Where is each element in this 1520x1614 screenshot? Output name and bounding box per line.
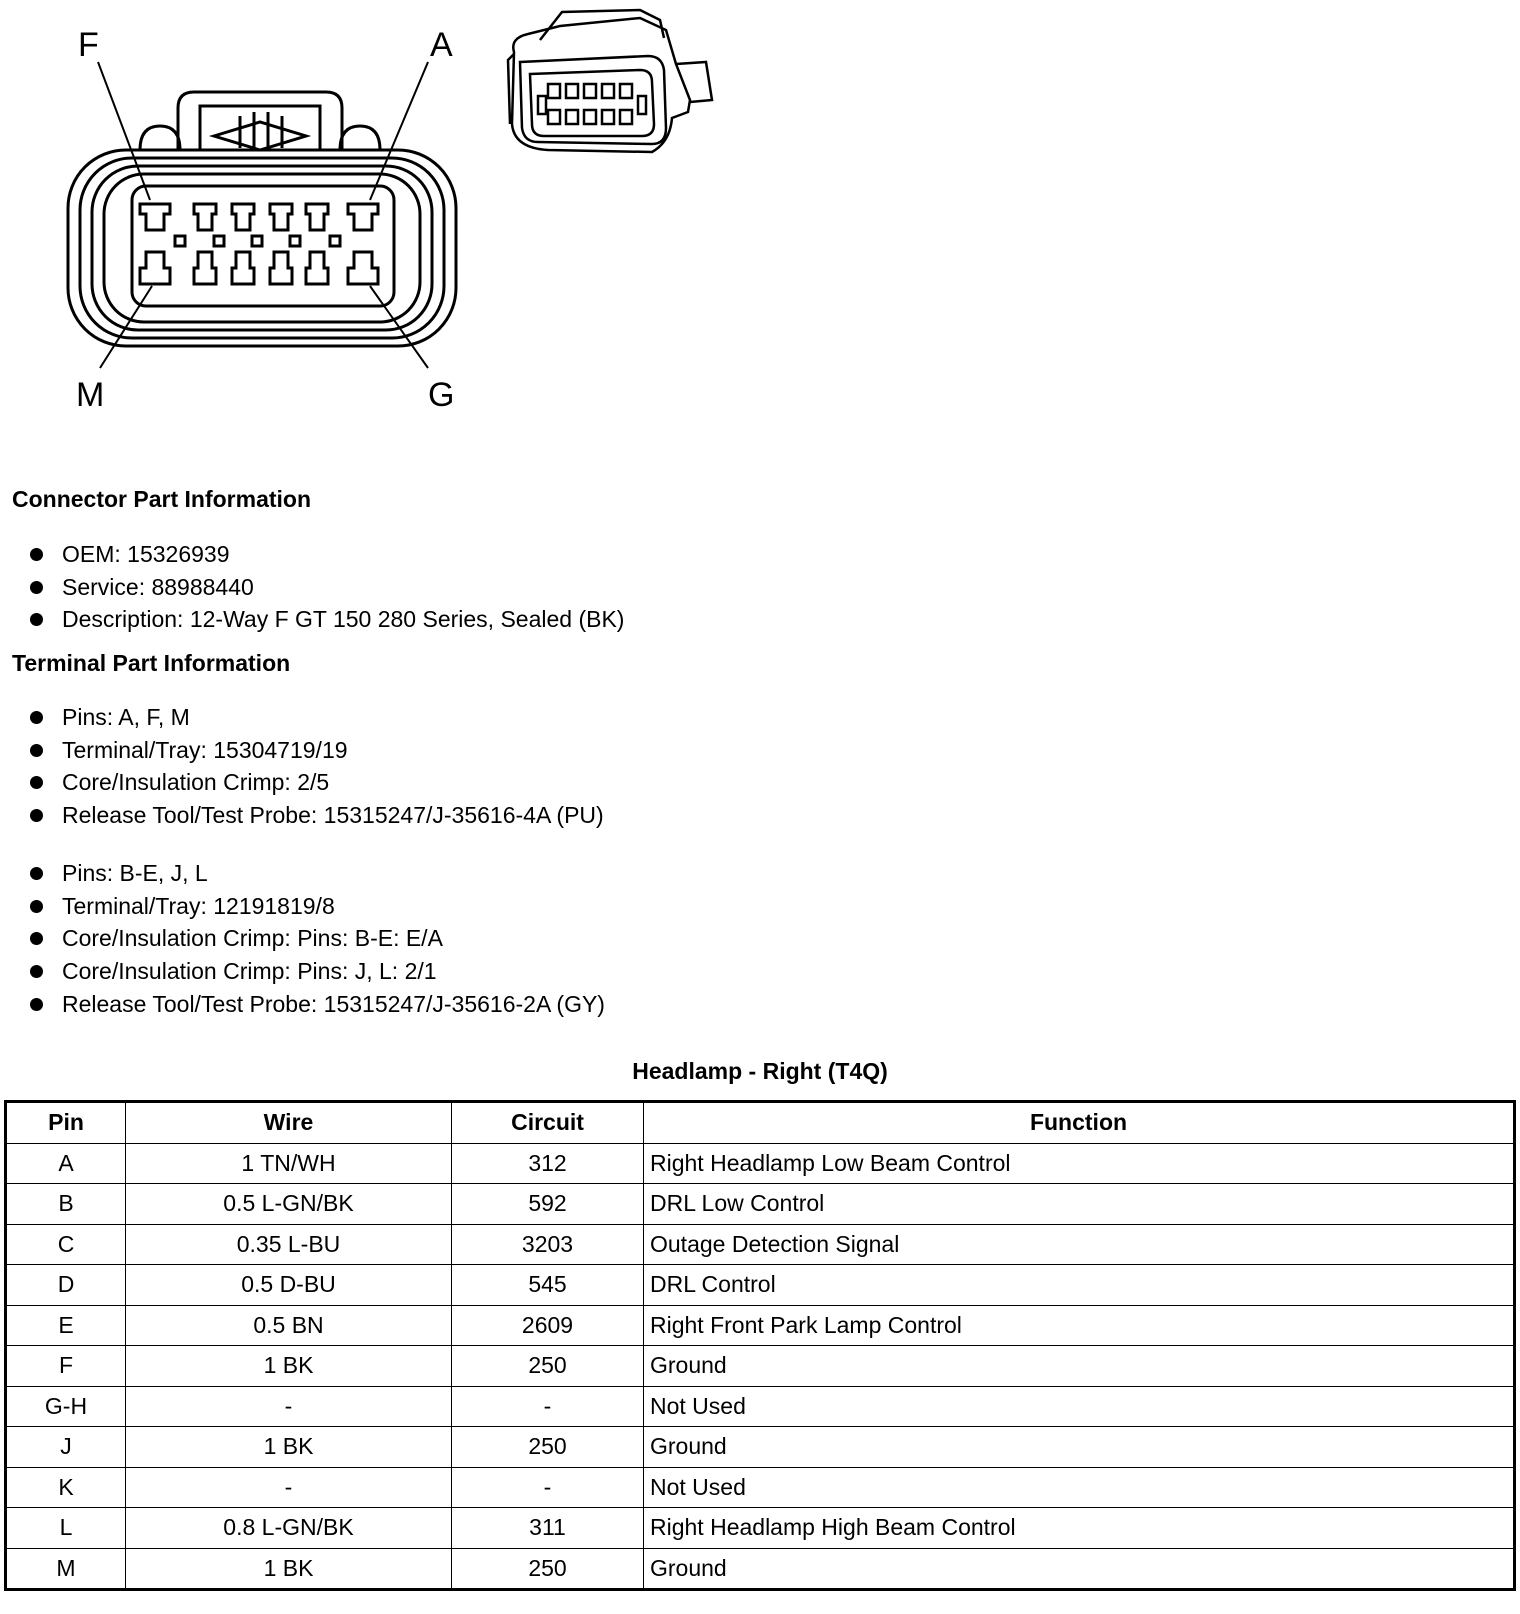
table-row	[6, 1386, 1515, 1427]
table-row	[6, 1467, 1515, 1508]
header-function: Function	[644, 1102, 1515, 1144]
cell-pin: F	[6, 1346, 126, 1387]
list-item: Core/Insulation Crimp: Pins: B-E: E/A	[30, 922, 605, 955]
cell-circuit: 250	[452, 1346, 644, 1387]
connector-isometric-view	[508, 10, 712, 152]
cell-circuit: 2609	[452, 1305, 644, 1346]
cell-circuit: 592	[452, 1184, 644, 1225]
header-pin: Pin	[6, 1102, 126, 1144]
cell-pin: B	[6, 1184, 126, 1225]
terminal-part-info-list-2	[30, 857, 605, 1020]
cell-wire: 0.35 L-BU	[126, 1224, 452, 1265]
list-item: Terminal/Tray: 12191819/8	[30, 890, 605, 923]
table-row	[6, 1548, 1515, 1590]
pin-label-m: M	[76, 376, 105, 414]
cell-wire: -	[126, 1467, 452, 1508]
cell-wire: -	[126, 1386, 452, 1427]
list-item: Terminal/Tray: 15304719/19	[30, 734, 604, 767]
cell-function: DRL Low Control	[644, 1184, 1515, 1225]
cell-wire: 1 BK	[126, 1346, 452, 1387]
list-item: Description: 12-Way F GT 150 280 Series, Sealed (BK)	[30, 603, 624, 636]
table-row	[6, 1265, 1515, 1306]
cell-pin: J	[6, 1427, 126, 1468]
pin-label-g: G	[428, 376, 455, 414]
table-row	[6, 1305, 1515, 1346]
cell-wire: 1 TN/WH	[126, 1143, 452, 1184]
connector-face-view	[68, 62, 456, 368]
cell-circuit: -	[452, 1386, 644, 1427]
list-item: Core/Insulation Crimp: 2/5	[30, 766, 604, 799]
header-circuit: Circuit	[452, 1102, 644, 1144]
connector-part-info-title: Connector Part Information	[12, 486, 312, 512]
pinout-table	[4, 1100, 1516, 1591]
cell-wire: 1 BK	[126, 1427, 452, 1468]
list-item: Core/Insulation Crimp: Pins: J, L: 2/1	[30, 955, 605, 988]
pin-label-a: A	[430, 26, 453, 64]
cell-function: Not Used	[644, 1386, 1515, 1427]
cell-pin: D	[6, 1265, 126, 1306]
list-item: Pins: B-E, J, L	[30, 857, 605, 890]
table-header-row	[6, 1102, 1515, 1144]
cell-circuit: 311	[452, 1508, 644, 1549]
connector-diagram	[0, 0, 740, 430]
cell-wire: 0.5 BN	[126, 1305, 452, 1346]
table-row	[6, 1184, 1515, 1225]
cell-pin: G-H	[6, 1386, 126, 1427]
cell-wire: 1 BK	[126, 1548, 452, 1590]
table-row	[6, 1508, 1515, 1549]
cell-function: DRL Control	[644, 1265, 1515, 1306]
cell-wire: 0.8 L-GN/BK	[126, 1508, 452, 1549]
cell-pin: L	[6, 1508, 126, 1549]
table-row	[6, 1427, 1515, 1468]
cell-function: Not Used	[644, 1467, 1515, 1508]
list-item: Pins: A, F, M	[30, 701, 604, 734]
connector-part-info-list	[30, 538, 624, 636]
cell-function: Ground	[644, 1427, 1515, 1468]
cell-wire: 0.5 L-GN/BK	[126, 1184, 452, 1225]
cell-circuit: -	[452, 1467, 644, 1508]
cell-circuit: 312	[452, 1143, 644, 1184]
cell-function: Ground	[644, 1346, 1515, 1387]
cell-pin: M	[6, 1548, 126, 1590]
cell-wire: 0.5 D-BU	[126, 1265, 452, 1306]
table-caption: Headlamp - Right (T4Q)	[632, 1058, 888, 1084]
cell-circuit: 250	[452, 1548, 644, 1590]
pin-label-f: F	[78, 26, 99, 64]
terminal-part-info-list-1	[30, 701, 604, 832]
header-wire: Wire	[126, 1102, 452, 1144]
table-row	[6, 1346, 1515, 1387]
cell-pin: K	[6, 1467, 126, 1508]
cell-function: Right Headlamp High Beam Control	[644, 1508, 1515, 1549]
cell-circuit: 3203	[452, 1224, 644, 1265]
terminal-part-info-title: Terminal Part Information	[12, 650, 291, 676]
cell-pin: A	[6, 1143, 126, 1184]
cell-pin: E	[6, 1305, 126, 1346]
cell-pin: C	[6, 1224, 126, 1265]
table-row	[6, 1143, 1515, 1184]
cell-function: Outage Detection Signal	[644, 1224, 1515, 1265]
cell-function: Ground	[644, 1548, 1515, 1590]
cell-function: Right Front Park Lamp Control	[644, 1305, 1515, 1346]
list-item: Release Tool/Test Probe: 15315247/J-35616-4A (PU)	[30, 799, 604, 832]
cell-circuit: 545	[452, 1265, 644, 1306]
list-item: Release Tool/Test Probe: 15315247/J-35616-2A (GY)	[30, 988, 605, 1021]
cell-function: Right Headlamp Low Beam Control	[644, 1143, 1515, 1184]
list-item: OEM: 15326939	[30, 538, 624, 571]
table-row	[6, 1224, 1515, 1265]
list-item: Service: 88988440	[30, 571, 624, 604]
cell-circuit: 250	[452, 1427, 644, 1468]
